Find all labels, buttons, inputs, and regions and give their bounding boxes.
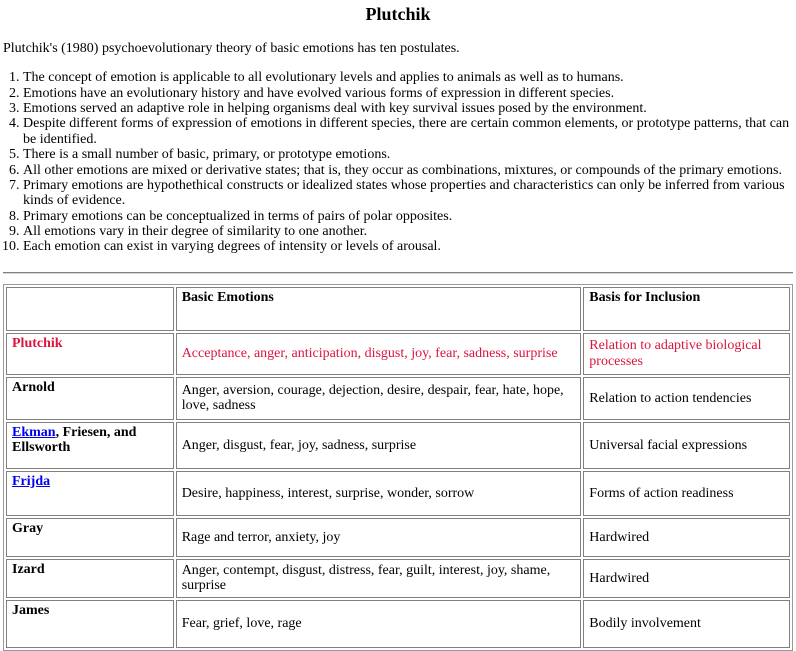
emotions-cell: Acceptance, anger, anticipation, disgust, joy, fear, sadness, surprise	[176, 333, 582, 375]
ekman-link[interactable]: Ekman	[12, 424, 56, 440]
table-row-james	[6, 600, 790, 648]
basis-cell: Relation to action tendencies	[583, 377, 790, 420]
table-row-gray	[6, 518, 790, 557]
intro-paragraph: Plutchik's (1980) psychoevolutionary theory of basic emotions has ten postulates.	[3, 40, 460, 56]
postulate-item: 4. Despite different forms of expression of emotions in different species, there are certain common elements, or prototype patterns, that can be identified.	[23, 116, 793, 147]
emotions-table	[3, 284, 793, 651]
author-cell	[6, 471, 174, 516]
author-cell	[6, 600, 174, 648]
author-cell	[6, 559, 174, 598]
basis-cell: Relation to adaptive biological processes	[583, 333, 790, 375]
emotions-cell: Anger, disgust, fear, joy, sadness, surprise	[176, 422, 582, 469]
author-name: Arnold	[12, 379, 55, 395]
postulate-item: 1. The concept of emotion is applicable to all evolutionary levels and applies to animals as well as to humans.	[23, 70, 793, 85]
column-header-basis-for-inclusion: Basis for Inclusion	[583, 287, 790, 331]
basis-cell: Forms of action readiness	[583, 471, 790, 516]
author-cell	[6, 518, 174, 557]
postulate-item: 9. All emotions vary in their degree of similarity to one another.	[23, 224, 793, 239]
basis-cell: Hardwired	[583, 559, 790, 598]
emotions-cell: Desire, happiness, interest, surprise, wonder, sorrow	[176, 471, 582, 516]
author-name: Gray	[12, 520, 44, 536]
author-cell	[6, 377, 174, 420]
author-name: James	[12, 602, 50, 618]
postulate-item: 10. Each emotion can exist in varying degrees of intensity or levels of arousal.	[23, 239, 793, 254]
author-name: Izard	[12, 561, 45, 577]
table-row-plutchik	[6, 333, 790, 375]
basis-cell: Hardwired	[583, 518, 790, 557]
author-name: Plutchik	[12, 335, 63, 351]
page-title: Plutchik	[365, 4, 431, 24]
table-row-izard	[6, 559, 790, 598]
basis-cell: Bodily involvement	[583, 600, 790, 648]
table-row-frijda	[6, 471, 790, 516]
postulate-item: 5. There is a small number of basic, primary, or prototype emotions.	[23, 147, 793, 162]
postulates-list	[3, 70, 793, 255]
emotions-cell: Fear, grief, love, rage	[176, 600, 582, 648]
postulate-item: 2. Emotions have an evolutionary history and have evolved various forms of expression in different species.	[23, 86, 793, 101]
frijda-link[interactable]: Frijda	[12, 473, 51, 489]
author-cell	[6, 422, 174, 469]
divider	[3, 272, 793, 274]
emotions-cell: Anger, contempt, disgust, distress, fear, guilt, interest, joy, shame, surprise	[176, 559, 582, 598]
column-header-author	[6, 287, 174, 331]
table-row-ekman	[6, 422, 790, 469]
postulate-item: 3. Emotions served an adaptive role in helping organisms deal with key survival issues posed by the environment.	[23, 101, 793, 116]
table-row-arnold	[6, 377, 790, 420]
postulate-item: 7. Primary emotions are hypothethical constructs or idealized states whose properties and characteristics can only be inferred from various kinds of evidence.	[23, 178, 793, 209]
postulate-item: 8. Primary emotions can be conceptualized in terms of pairs of polar opposites.	[23, 209, 793, 224]
basis-cell: Universal facial expressions	[583, 422, 790, 469]
emotions-cell: Anger, aversion, courage, dejection, desire, despair, fear, hate, hope, love, sadness	[176, 377, 582, 420]
author-name: , Friesen, and Ellsworth	[12, 424, 137, 456]
author-cell	[6, 333, 174, 375]
emotions-cell: Rage and terror, anxiety, joy	[176, 518, 582, 557]
postulate-item: 6. All other emotions are mixed or derivative states; that is, they occur as combinations, mixtures, or compounds of the primary emotions.	[23, 163, 793, 178]
table-header-row	[6, 287, 790, 331]
column-header-basic-emotions: Basic Emotions	[176, 287, 582, 331]
